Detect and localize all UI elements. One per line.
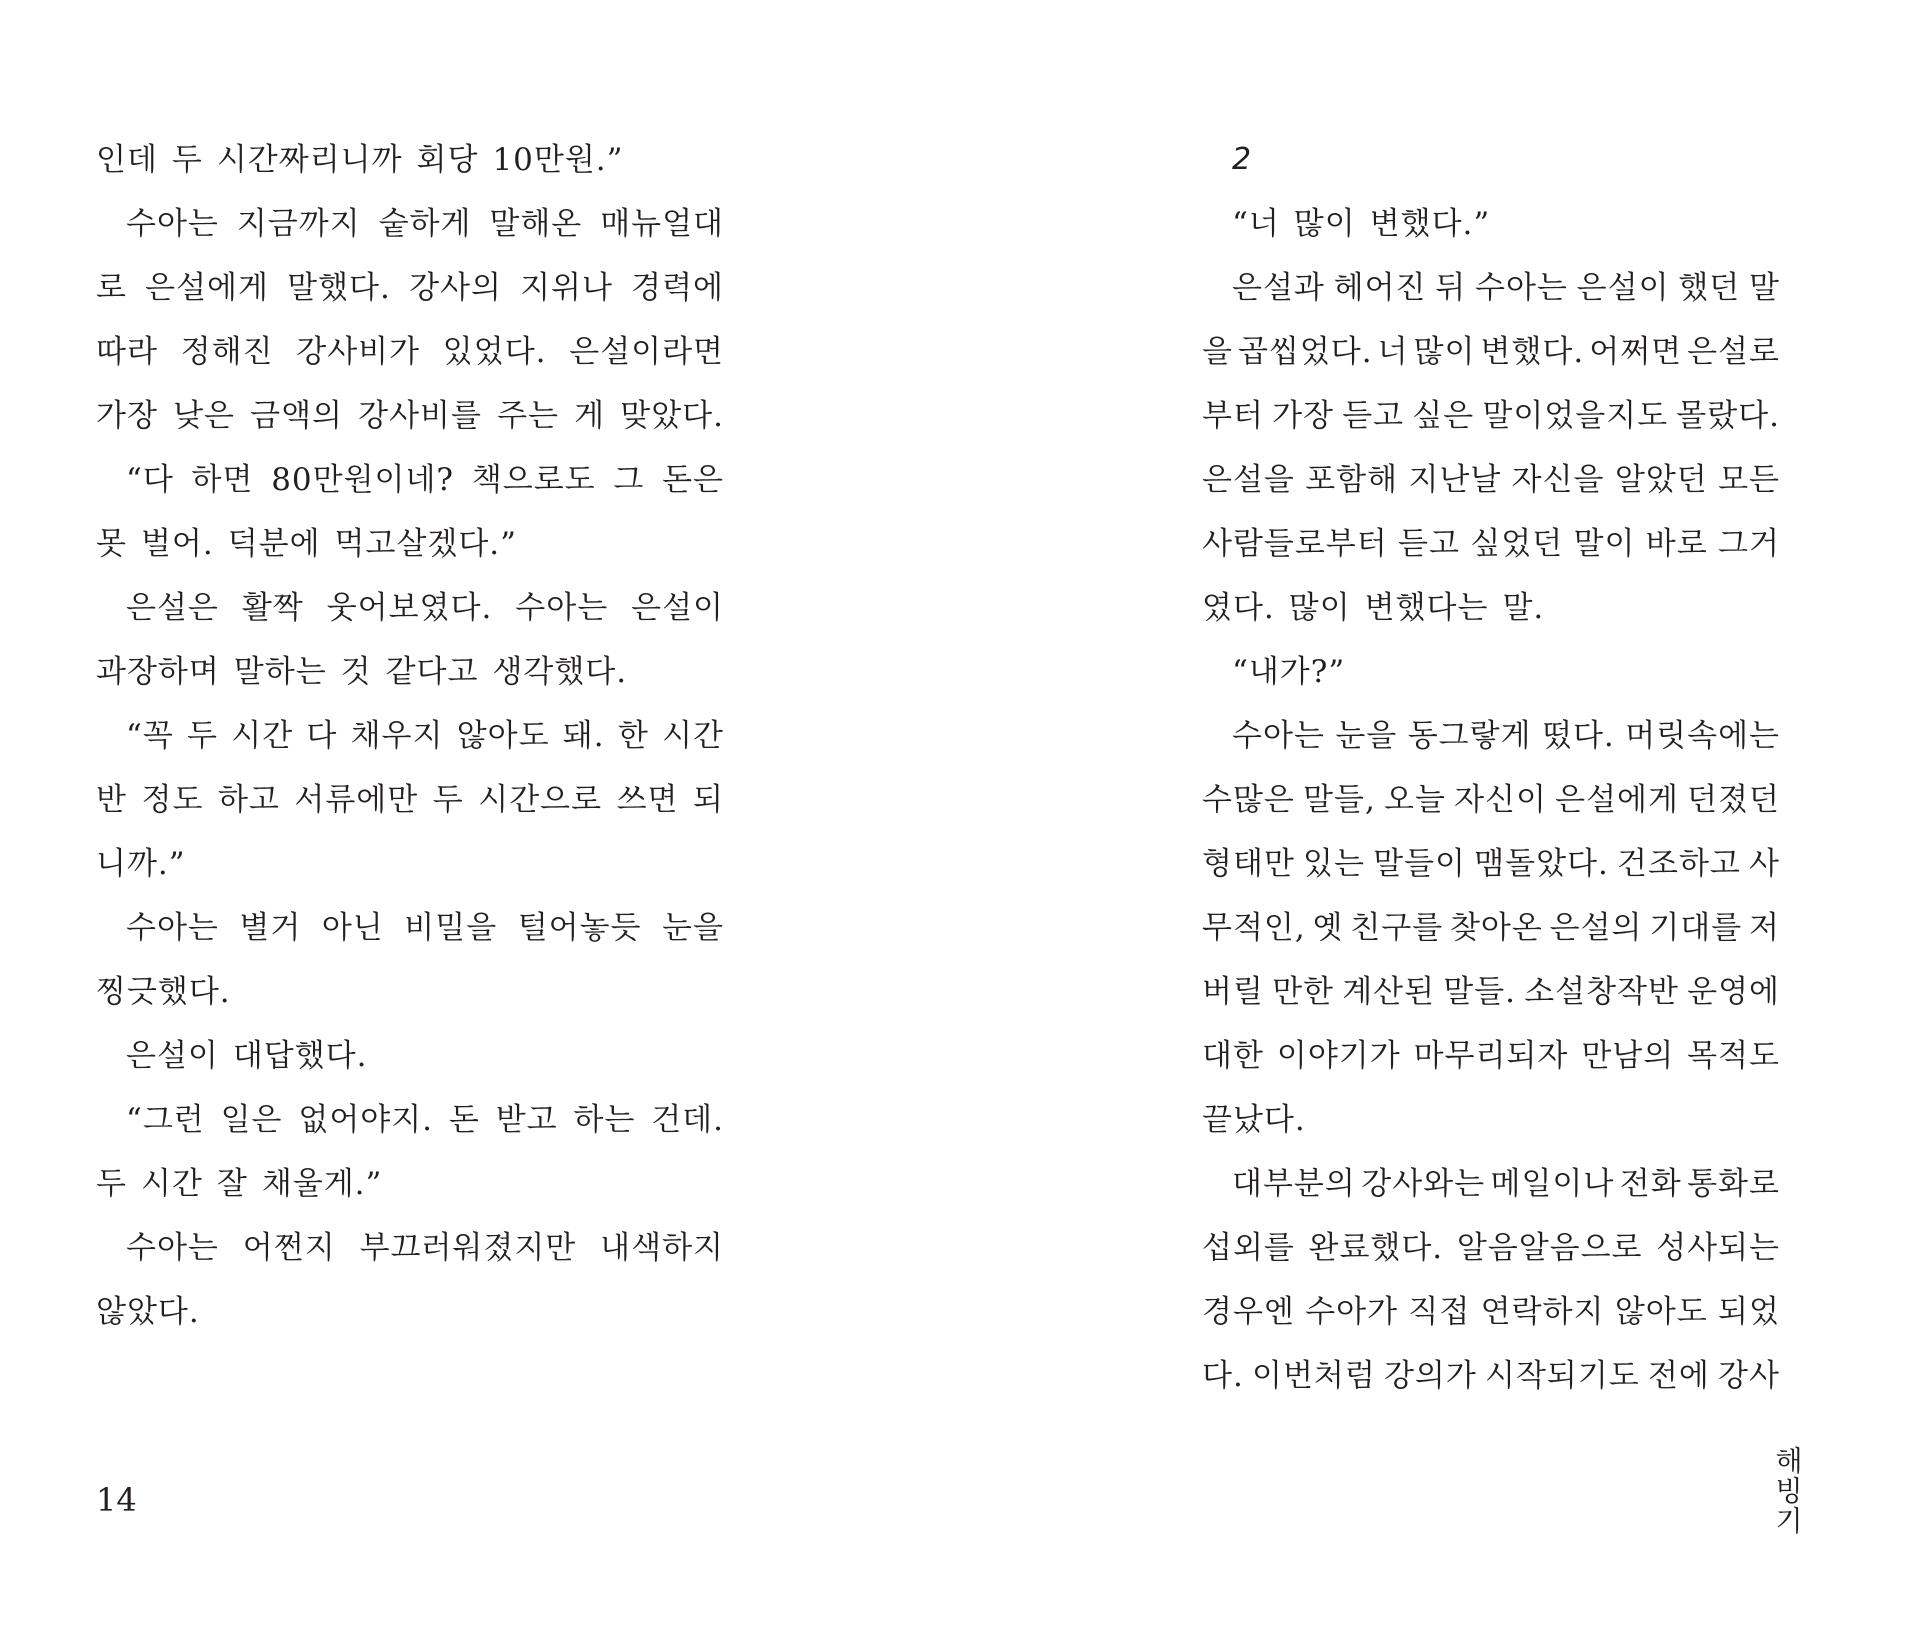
page-number: 14: [96, 1481, 137, 1519]
text-line: 무적인, 옛 친구를 찾아온 은설의 기대를 저: [1202, 910, 1780, 946]
chapter-heading-line: [1202, 128, 1780, 192]
text-line: 두 시간 잘 채울게.”: [96, 1166, 383, 1202]
text-line: 부터 가장 듣고 싶은 말이었을지도 몰랐다.: [1202, 398, 1780, 434]
text-line: 로 은설에게 말했다. 강사의 지위나 경력에: [96, 270, 724, 306]
text-line: “너 많이 변했다.”: [1232, 206, 1491, 242]
running-title: 해빙기: [1771, 1446, 1804, 1536]
text-line: 경우엔 수아가 직접 연락하지 않아도 되었: [1202, 1294, 1780, 1330]
text-line: 과장하며 말하는 것 같다고 생각했다.: [96, 654, 628, 690]
text-line: “그런 일은 없어야지. 돈 받고 하는 건데.: [126, 1102, 724, 1138]
right-page: [960, 0, 1920, 1632]
text-line: 형태만 있는 말들이 맴돌았다. 건조하고 사: [1202, 846, 1780, 882]
text-line: “다 하면 80만원이네? 책으로도 그 돈은: [126, 462, 724, 498]
right-page-body: [1202, 128, 1780, 1408]
text-line: 수아는 지금까지 숱하게 말해온 매뉴얼대: [126, 206, 724, 242]
text-line: 은설을 포함해 지난날 자신을 알았던 모든: [1202, 462, 1780, 498]
text-line: 찡긋했다.: [96, 974, 231, 1010]
text-line: 끝났다.: [1202, 1102, 1306, 1138]
text-line: 않았다.: [96, 1294, 200, 1330]
text-line: 가장 낮은 금액의 강사비를 주는 게 맞았다.: [96, 398, 724, 434]
text-line: 수많은 말들, 오늘 자신이 은설에게 던졌던: [1202, 782, 1780, 818]
text-line: 수아는 별거 아닌 비밀을 털어놓듯 눈을: [126, 910, 724, 946]
text-line: 니까.”: [96, 846, 186, 882]
text-line: 수아는 어쩐지 부끄러워졌지만 내색하지: [126, 1230, 724, 1266]
text-line: “내가?”: [1232, 654, 1346, 690]
text-line: 못 벌어. 덕분에 먹고살겠다.”: [96, 526, 517, 562]
text-line: 은설은 활짝 웃어보였다. 수아는 은설이: [126, 590, 724, 626]
text-line: 은설과 헤어진 뒤 수아는 은설이 했던 말: [1232, 270, 1780, 306]
text-line: 반 정도 하고 서류에만 두 시간으로 쓰면 되: [96, 782, 724, 818]
text-line: 다. 이번처럼 강의가 시작되기도 전에 강사: [1202, 1358, 1780, 1394]
text-line: 인데 두 시간짜리니까 회당 10만원.”: [96, 142, 624, 178]
text-line: 따라 정해진 강사비가 있었다. 은설이라면: [96, 334, 724, 370]
text-line: “꼭 두 시간 다 채우지 않아도 돼. 한 시간: [126, 718, 724, 754]
text-line: 을 곱씹었다. 너 많이 변했다. 어쩌면 은설로: [1202, 334, 1780, 370]
text-line: 버릴 만한 계산된 말들. 소설창작반 운영에: [1202, 974, 1780, 1010]
text-line: 수아는 눈을 동그랗게 떴다. 머릿속에는: [1232, 718, 1780, 754]
text-line: 였다. 많이 변했다는 말.: [1202, 590, 1545, 626]
text-line: 섭외를 완료했다. 알음알음으로 성사되는: [1202, 1230, 1780, 1266]
text-line: 대부분의 강사와는 메일이나 전화 통화로: [1232, 1166, 1780, 1202]
chapter-number: 2: [1232, 142, 1253, 177]
text-line: 대한 이야기가 마무리되자 만남의 목적도: [1202, 1038, 1780, 1074]
text-line: 은설이 대답했다.: [126, 1038, 368, 1074]
left-page-body: [96, 128, 724, 1344]
text-line: 사람들로부터 듣고 싶었던 말이 바로 그거: [1202, 526, 1780, 562]
